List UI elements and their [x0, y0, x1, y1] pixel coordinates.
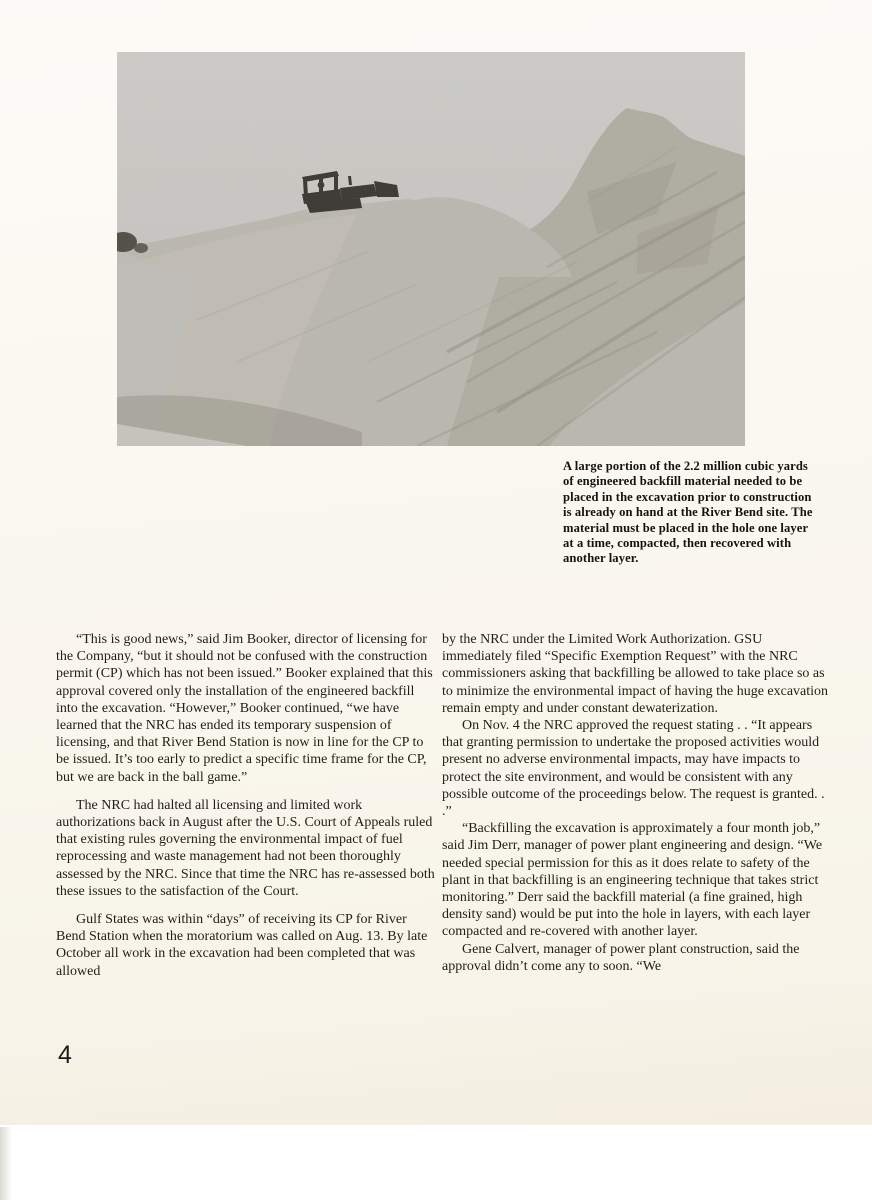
paper-edge-shadow — [0, 1127, 12, 1200]
article-paragraph: The NRC had halted all licensing and limited work authorizations back in August after the U.S. Court of Appeals ruled that existing rules governing the environmental impact of fuel reprocessing and waste management had not been thoroughly assessed by the NRC. Since that time the NRC has re-assessed both these issues to the satisfaction of the Court. — [56, 797, 435, 899]
article-paragraph: “This is good news,” said Jim Booker, director of licensing for the Company, “but it should not be confused with the construction permit (CP) which has not been issued.” Booker explained that this approval covered only the installation of the engineered backfill into the excavation. “However,” Booker continued, “we have learned that the NRC has ended its temporary suspension of licensing, and that River Bend Station is now in line for the CP to be issued. It’s too early to predict a specific time frame for the CP, but we are back in the ball game.” — [56, 632, 433, 785]
photo-tone — [117, 52, 745, 446]
article-paragraph: Gene Calvert, manager of power plant construction, said the approval didn’t come any to soon. “We — [442, 941, 800, 974]
article-column-right — [442, 631, 833, 975]
page-number: 4 — [58, 1041, 72, 1069]
article-paragraph: Gulf States was within “days” of receiving its CP for River Bend Station when the moratorium was called on Aug. 13. By late October all work in the excavation had been completed that was allowed — [56, 912, 428, 979]
scanner-background — [0, 1125, 872, 1200]
photo-caption: A large portion of the 2.2 million cubic yards of engineered backfill material needed to be placed in the excavation prior to construction is already on hand at the River Bend site. The material must be placed in the hole one layer at a time, compacted, then recovered with another layer. — [563, 459, 813, 566]
article-paragraph: “Backfilling the excavation is approximately a four month job,” said Jim Derr, manager of power plant engineering and design. “We needed special permission for this as it does relate to safety of the plant in that backfilling is an engineering technique that takes strict monitoring.” Derr said the backfill material (a fine grained, high density sand) would be put into the hole in layers, with each layer compacted and re-covered with another layer. — [442, 821, 823, 940]
article-column-left — [56, 631, 435, 980]
backfill-photo-art — [117, 52, 745, 446]
article-paragraph: On Nov. 4 the NRC approved the request stating . . “It appears that granting permission to undertake the proposed activities would present no adverse environmental impacts, may have impacts to protect the site environment, and would be consistent with any possible outcome of the proceedings below. The request is granted. . .” — [442, 718, 825, 820]
article-paragraph: by the NRC under the Limited Work Authorization. GSU immediately filed “Specific Exemption Request” with the NRC commissioners asking that backfilling be allowed to take place so as to minimize the environmental impact of having the huge excavation remain empty and under constant dewaterization. — [442, 632, 829, 716]
backfill-photo — [117, 52, 745, 446]
